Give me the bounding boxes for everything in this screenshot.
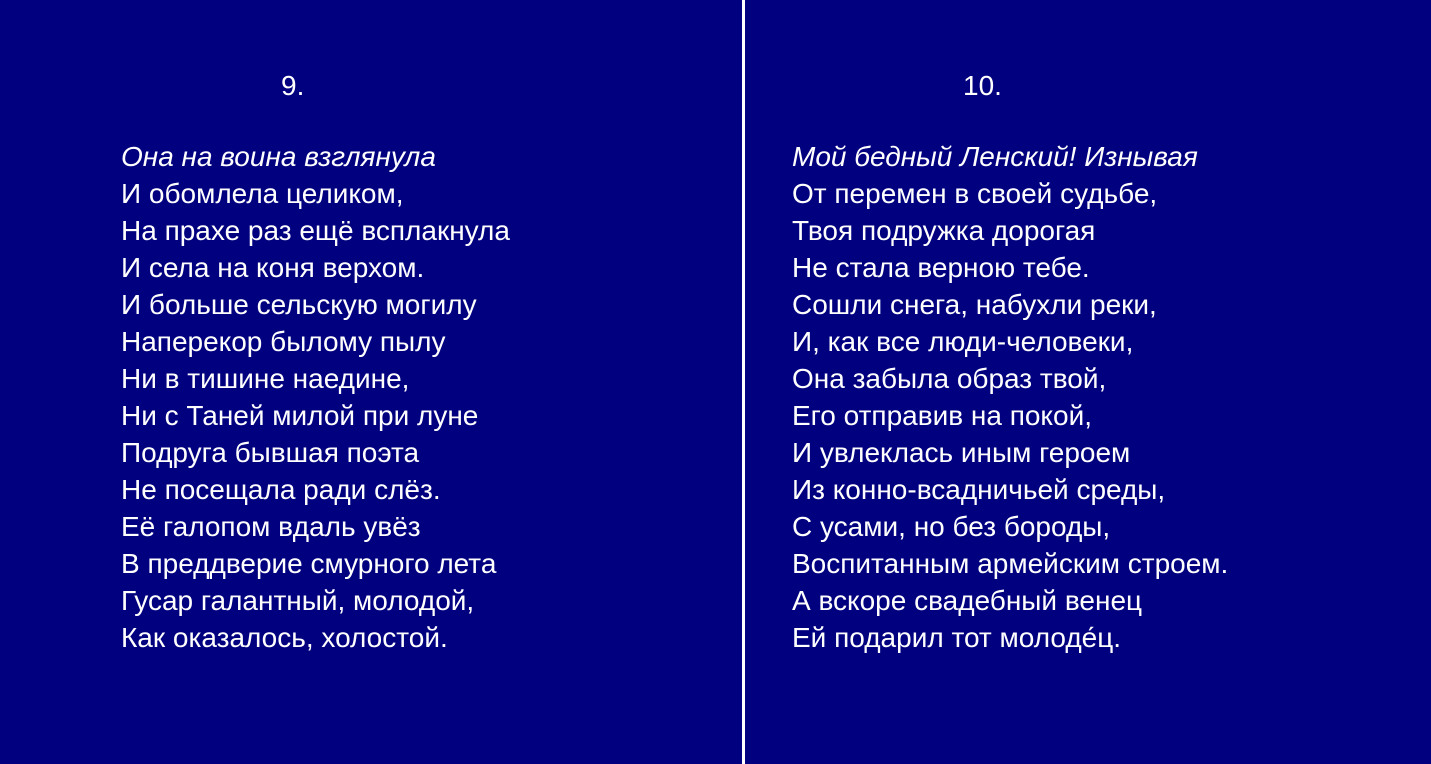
verse-line: Из конно-всадничьей среды,	[792, 474, 1166, 505]
verse-line: Не посещала ради слёз.	[121, 474, 441, 505]
verse-line: Она на воина взглянула	[121, 141, 436, 172]
verse-line: Она забыла образ твой,	[792, 363, 1107, 394]
verse-line: Ни с Таней милой при луне	[121, 400, 479, 431]
stanza-number: 9.	[281, 70, 305, 101]
verse-line: И обомлела целиком,	[121, 178, 404, 209]
verse-line: И увлеклась иным героем	[792, 437, 1131, 468]
verse-line: Как оказалось, холостой.	[121, 622, 448, 653]
verse-line: И больше сельскую могилу	[121, 289, 477, 320]
verse-line: Не стала верною тебе.	[792, 252, 1090, 283]
verse-line: Подруга бывшая поэта	[121, 437, 420, 468]
verse-line: Её галопом вдаль увёз	[121, 511, 421, 542]
verse-line: Гусар галантный, молодой,	[121, 585, 475, 616]
verse-line: Воспитанным армейским строем.	[792, 548, 1229, 579]
verse-line: От перемен в своей судьбе,	[792, 178, 1158, 209]
column-divider	[742, 0, 745, 764]
verse-lines	[792, 138, 1228, 656]
verse-line: Наперекор былому пылу	[121, 326, 446, 357]
verse-line: Твоя подружка дорогая	[792, 215, 1096, 246]
verse-lines	[121, 138, 510, 656]
verse-line: Его отправив на покой,	[792, 400, 1092, 431]
verse-line: И, как все люди-человеки,	[792, 326, 1134, 357]
verse-line: Сошли снега, набухли реки,	[792, 289, 1157, 320]
verse-line: С усами, но без бороды,	[792, 511, 1111, 542]
stanza-number: 10.	[963, 70, 1002, 101]
verse-line: В преддверие смурного лета	[121, 548, 497, 579]
verse-line: И села на коня верхом.	[121, 252, 425, 283]
verse-line: Ни в тишине наедине,	[121, 363, 410, 394]
verse-line: А вскоре свадебный венец	[792, 585, 1143, 616]
verse-line: Мой бедный Ленский! Изнывая	[792, 141, 1198, 172]
verse-line: На прахе раз ещё всплакнула	[121, 215, 510, 246]
verse-line: Ей подарил тот молоде́ц.	[792, 622, 1122, 653]
